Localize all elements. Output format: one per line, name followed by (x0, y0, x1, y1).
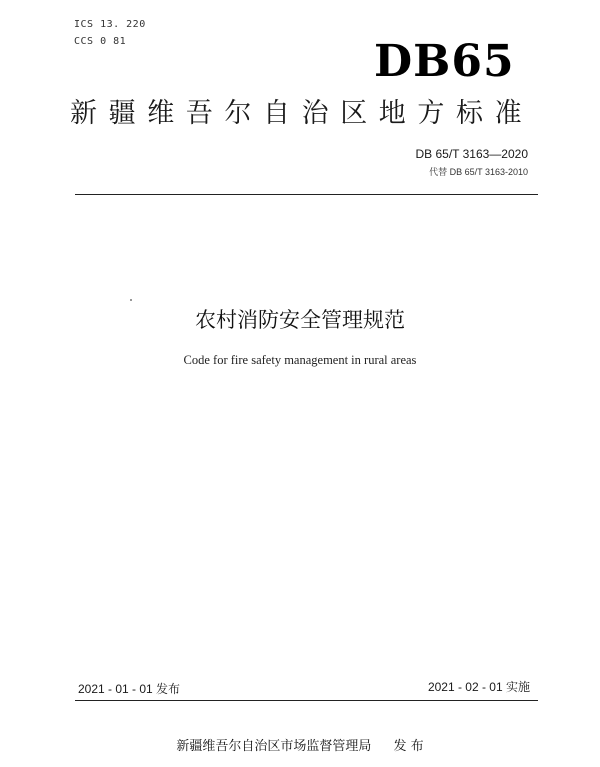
top-divider (75, 194, 538, 195)
implementation-date: 2021 - 02 - 01 实施 (427, 680, 530, 694)
standard-number: DB 65/T 3163—2020 (415, 147, 528, 161)
document-title-english: Code for fire safety management in rural areas (183, 353, 417, 367)
bottom-divider (75, 700, 538, 701)
issuer-line (0, 738, 600, 756)
issue-date: 2021 - 01 - 01 发布 (78, 682, 181, 696)
issuer-name: 新疆维吾尔自治区市场监督管理局 (176, 739, 372, 754)
db65-logo: DB65 (374, 36, 515, 87)
issuer-action: 发 布 (393, 739, 424, 754)
document-title-chinese: 农村消防安全管理规范 (195, 308, 405, 332)
standard-category-heading: 新疆维吾尔自治区地方标准 (70, 98, 534, 129)
scan-speck (130, 299, 132, 301)
ics-code: ICS 13. 220 (74, 19, 146, 30)
ccs-code: CCS 0 81 (74, 36, 127, 47)
replaces-standard: 代替 DB 65/T 3163-2010 (429, 167, 528, 177)
